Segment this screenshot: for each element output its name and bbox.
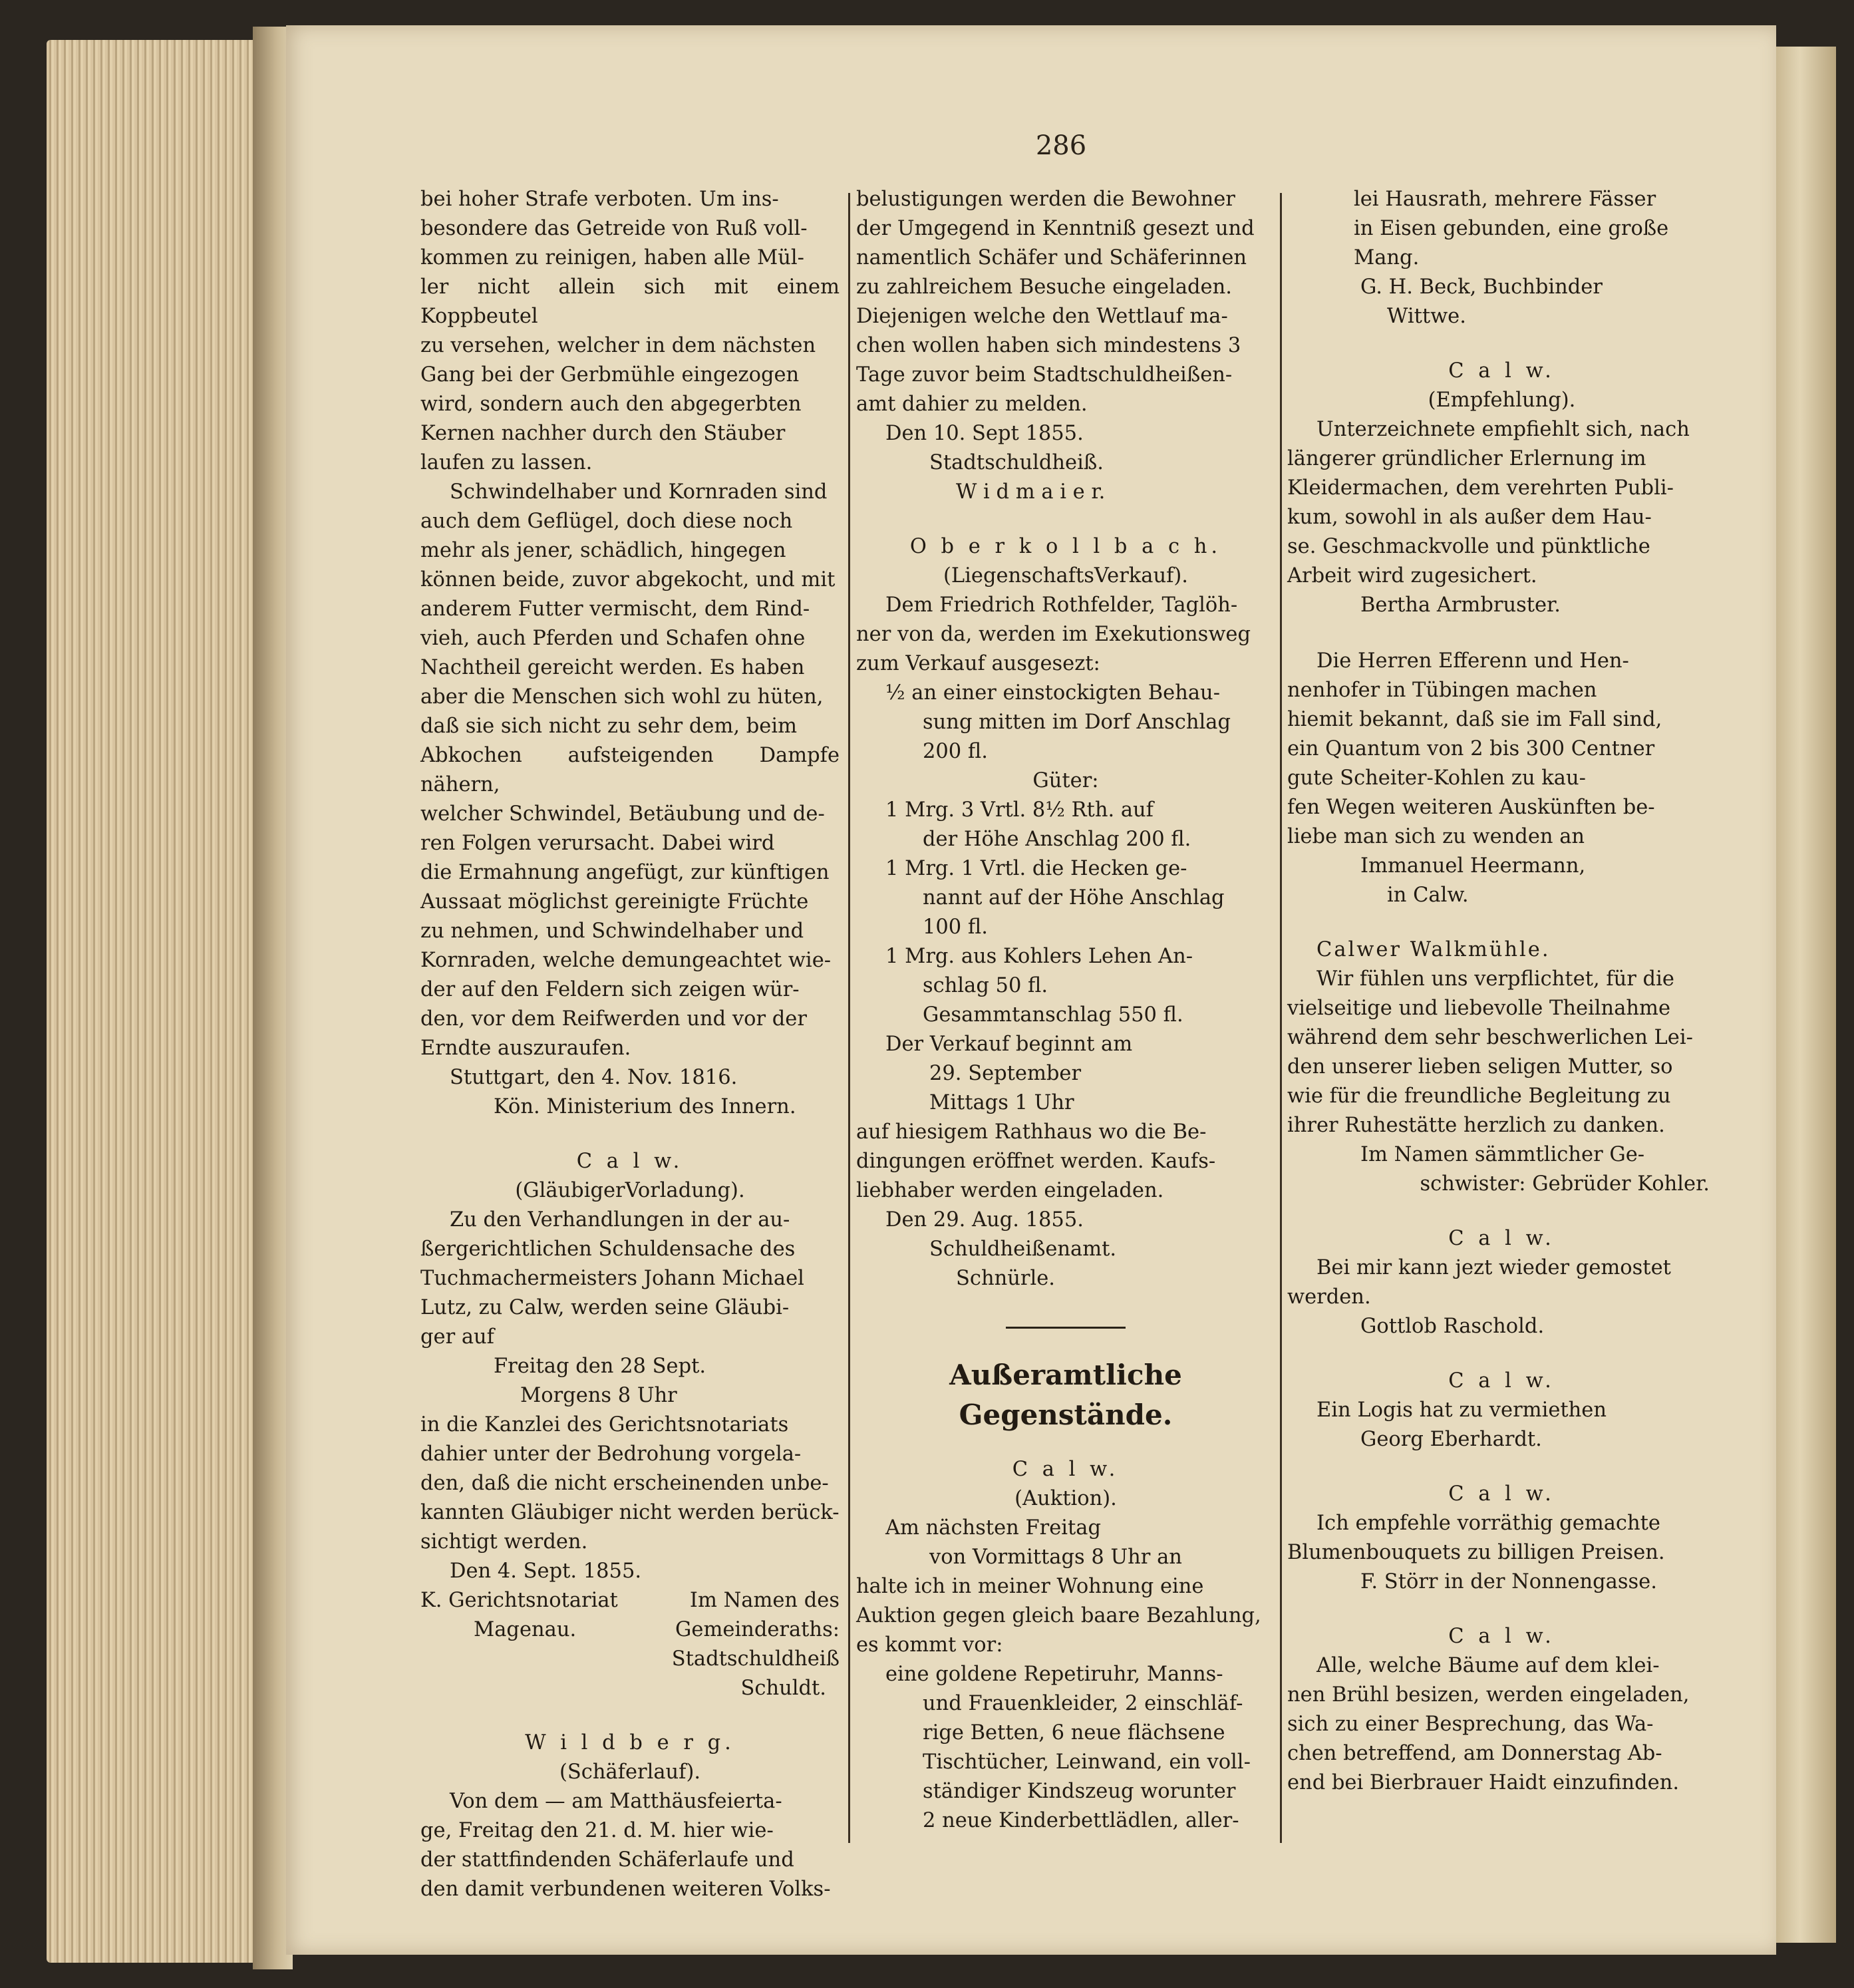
notice-subheading: (Empfehlung). <box>1428 389 1576 412</box>
text-line: den unserer lieben seligen Mutter, so <box>1287 1055 1673 1078</box>
text-line: Bertha Armbruster. <box>1360 593 1561 617</box>
text-line: Mittags 1 Uhr <box>929 1091 1074 1114</box>
text-line: ren Folgen verursacht. Dabei wird <box>420 832 775 855</box>
text-line: zu nehmen, und Schwindelhaber und <box>420 919 804 943</box>
text-line: Morgens 8 Uhr <box>520 1384 677 1407</box>
text-line: der auf den Feldern sich zeigen wür- <box>420 978 800 1001</box>
column-2-text <box>856 185 1275 1293</box>
text-line: mehr als jener, schädlich, hingegen <box>420 539 786 562</box>
text-line: während dem sehr beschwerlichen Lei- <box>1287 1026 1693 1049</box>
text-line: hiemit bekannt, daß sie im Fall sind, <box>1287 708 1662 731</box>
text-line: Erndte auszuraufen. <box>420 1037 631 1060</box>
notice-heading: C a l w. <box>576 1150 684 1173</box>
text-line: zu zahlreichem Besuche eingeladen. <box>856 275 1232 299</box>
text-line: eine goldene Repetiruhr, Manns- <box>885 1663 1223 1686</box>
text-line: rige Betten, 6 neue flächsene <box>923 1721 1225 1744</box>
text-line: ständiger Kindszeug worunter <box>923 1780 1236 1803</box>
text-line: 100 fl. <box>923 915 988 939</box>
column-1-text-b <box>420 1729 840 1904</box>
text-line: längerer gründlicher Erlernung im <box>1287 447 1646 470</box>
text-line: ler nicht allein sich mit einem Koppbeutel <box>420 275 840 328</box>
text-line: Gottlob Raschold. <box>1360 1315 1545 1338</box>
text-line: W i d m a i e r. <box>956 480 1106 504</box>
text-line: lei Hausrath, mehrere Fässer <box>1354 188 1656 211</box>
text-line: fen Wegen weiteren Auskünften be- <box>1287 796 1655 819</box>
text-line: Tuchmachermeisters Johann Michael <box>420 1267 804 1290</box>
column-3 <box>1287 185 1716 1862</box>
signature-left-2: Magenau. <box>474 1618 577 1641</box>
text-line: aber die Menschen sich wohl zu hüten, <box>420 685 824 709</box>
notice-subheading: (Schäferlauf). <box>559 1760 701 1784</box>
text-line: nannt auf der Höhe Anschlag <box>923 886 1225 910</box>
text-line: den, daß die nicht erscheinenden unbe- <box>420 1472 829 1495</box>
column-2-text-b <box>856 1455 1275 1836</box>
text-line: chen betreffend, am Donnerstag Ab- <box>1287 1742 1662 1765</box>
text-line: Gang bei der Gerbmühle eingezogen <box>420 363 800 387</box>
text-line: chen wollen haben sich mindestens 3 <box>856 334 1241 357</box>
text-line: Ich empfehle vorräthig gemachte <box>1316 1512 1660 1535</box>
text-line: Den 4. Sept. 1855. <box>450 1560 642 1583</box>
column-2 <box>856 185 1275 1862</box>
signature-right-2: Gemeinderaths: <box>675 1618 840 1641</box>
text-line: Dem Friedrich Rothfelder, Taglöh- <box>885 593 1238 617</box>
signature-left-1: K. Gerichtsnotariat <box>420 1589 618 1612</box>
column-rule-1 <box>848 193 850 1843</box>
text-line: vielseitige und liebevolle Theilnahme <box>1287 997 1671 1020</box>
text-line: se. Geschmackvolle und pünktliche <box>1287 535 1650 558</box>
page-edges <box>47 40 259 1963</box>
text-line: es kommt vor: <box>856 1633 1003 1657</box>
text-line: nen Brühl besizen, werden eingeladen, <box>1287 1683 1690 1707</box>
text-line: Gesammtanschlag 550 fl. <box>923 1003 1183 1027</box>
notice-subheading: (GläubigerVorladung). <box>515 1179 745 1202</box>
text-line: sich zu einer Besprechung, das Wa- <box>1287 1713 1654 1736</box>
text-line: die Ermahnung angefügt, zur künftigen <box>420 861 830 884</box>
text-line: Wir fühlen uns verpflichtet, für die <box>1316 967 1674 991</box>
notice-heading: C a l w. <box>1448 1227 1555 1250</box>
text-line: liebhaber werden eingeladen. <box>856 1179 1164 1202</box>
text-line: Schuldheißenamt. <box>929 1238 1117 1261</box>
text-line: dingungen eröffnet werden. Kaufs- <box>856 1150 1216 1173</box>
text-line: Der Verkauf beginnt am <box>885 1033 1133 1056</box>
text-line: Diejenigen welche den Wettlauf ma- <box>856 305 1228 328</box>
text-line: Tage zuvor beim Stadtschuldheißen- <box>856 363 1233 387</box>
text-line: von Vormittags 8 Uhr an <box>929 1546 1182 1569</box>
text-line: welcher Schwindel, Betäubung und de- <box>420 802 825 826</box>
text-line: den damit verbundenen weiteren Volks- <box>420 1878 831 1901</box>
text-line: der Höhe Anschlag 200 fl. <box>923 828 1191 851</box>
text-line: wird, sondern auch den abgegerbten <box>420 393 802 416</box>
text-line: ge, Freitag den 21. d. M. hier wie- <box>420 1819 774 1842</box>
text-line: Schnürle. <box>956 1267 1055 1290</box>
text-line: der Umgegend in Kenntniß gesezt und <box>856 217 1255 240</box>
text-line: G. H. Beck, Buchbinder <box>1360 275 1603 299</box>
notice-subheading: (Auktion). <box>1014 1487 1117 1510</box>
text-line: Aussaat möglichst gereinigte Früchte <box>420 890 809 913</box>
signature-right-1: Im Namen des <box>689 1589 840 1612</box>
column-1 <box>420 185 840 1901</box>
text-line: halte ich in meiner Wohnung eine <box>856 1575 1204 1598</box>
text-line: bei hoher Strafe verboten. Um ins- <box>420 188 779 211</box>
text-line: vieh, auch Pferden und Schafen ohne <box>420 627 806 650</box>
text-line: kum, sowohl in als außer dem Hau- <box>1287 506 1652 529</box>
notice-heading: C a l w. <box>1448 1369 1555 1393</box>
text-line: Kleidermachen, dem verehrten Publi- <box>1287 476 1674 500</box>
text-line: Kön. Ministerium des Innern. <box>494 1095 796 1118</box>
text-line: werden. <box>1287 1285 1371 1309</box>
signature-right-3: Stadtschuldheiß <box>671 1647 840 1671</box>
text-line: auch dem Geflügel, doch diese noch <box>420 510 793 533</box>
text-line: dahier unter der Bedrohung vorgela- <box>420 1442 802 1466</box>
text-line: Im Namen sämmtlicher Ge- <box>1360 1143 1645 1166</box>
text-line: nenhofer in Tübingen machen <box>1287 679 1597 702</box>
notice-heading: C a l w. <box>1448 359 1555 383</box>
text-line: kannten Gläubiger nicht werden berück- <box>420 1501 840 1524</box>
page-number: 286 <box>1035 130 1087 161</box>
text-line: Arbeit wird zugesichert. <box>1287 564 1537 587</box>
text-line: daß sie sich nicht zu sehr dem, beim <box>420 715 797 738</box>
text-line: Freitag den 28 Sept. <box>494 1355 706 1378</box>
text-line: wie für die freundliche Begleitung zu <box>1287 1084 1671 1108</box>
text-line: Alle, welche Bäume auf dem klei- <box>1316 1654 1660 1677</box>
text-line: Den 29. Aug. 1855. <box>885 1208 1084 1232</box>
text-line: ner von da, werden im Exekutionsweg <box>856 623 1251 646</box>
text-line: 29. September <box>929 1062 1082 1085</box>
text-line: Stadtschuldheiß. <box>929 451 1104 474</box>
text-line: Nachtheil gereicht werden. Es haben <box>420 656 805 679</box>
text-line: Unterzeichnete empfiehlt sich, nach <box>1316 418 1690 441</box>
text-line: Schwindelhaber und Kornraden sind <box>450 480 828 504</box>
notice-heading: C a l w. <box>1448 1482 1555 1506</box>
text-line: Lutz, zu Calw, werden seine Gläubi- <box>420 1296 790 1319</box>
text-line: anderem Futter vermischt, dem Rind- <box>420 597 810 621</box>
text-line: belustigungen werden die Bewohner <box>856 188 1235 211</box>
text-line: sichtigt werden. <box>420 1530 588 1554</box>
column-rule-2 <box>1280 193 1282 1843</box>
text-line: 1 Mrg. aus Kohlers Lehen An- <box>885 945 1193 968</box>
text-line: 1 Mrg. 3 Vrtl. 8½ Rth. auf <box>885 798 1154 822</box>
text-line: laufen zu lassen. <box>420 451 593 474</box>
text-line: Ein Logis hat zu vermiethen <box>1316 1399 1607 1422</box>
text-line: Immanuel Heermann, <box>1360 854 1586 878</box>
notice-heading: Calwer Walkmühle. <box>1316 938 1551 961</box>
text-line: Zu den Verhandlungen in der au- <box>450 1208 790 1232</box>
text-line: Wittwe. <box>1387 305 1466 328</box>
text-line: zu versehen, welcher in dem nächsten <box>420 334 816 357</box>
section-divider <box>1006 1327 1126 1329</box>
text-line: Bei mir kann jezt wieder gemostet <box>1316 1256 1671 1279</box>
text-line: schlag 50 fl. <box>923 974 1048 997</box>
text-line: end bei Bierbrauer Haidt einzufinden. <box>1287 1771 1680 1794</box>
notice-heading: O b e r k o l l b a c h. <box>909 535 1222 558</box>
signature-right-4: Schuldt. <box>740 1677 826 1700</box>
text-line: 2 neue Kinderbettlädlen, aller- <box>923 1809 1239 1832</box>
text-line: den, vor dem Reifwerden und vor der <box>420 1007 807 1031</box>
text-line: ger auf <box>420 1325 494 1349</box>
text-line: 1 Mrg. 1 Vrtl. die Hecken ge- <box>885 857 1187 880</box>
notice-subheading: (LiegenschaftsVerkauf). <box>943 564 1188 587</box>
text-line: können beide, zuvor abgekocht, und mit <box>420 568 836 591</box>
text-line: ein Quantum von 2 bis 300 Centner <box>1287 737 1655 760</box>
text-line: auf hiesigem Rathhaus wo die Be- <box>856 1120 1207 1144</box>
text-line: Güter: <box>1032 769 1099 792</box>
text-line: in Calw. <box>1387 884 1469 907</box>
text-line: Die Herren Efferenn und Hen- <box>1316 649 1629 673</box>
text-line: amt dahier zu melden. <box>856 393 1088 416</box>
text-line: Kernen nachher durch den Stäuber <box>420 422 786 445</box>
text-line: ½ an einer einstockigten Behau- <box>885 681 1220 705</box>
text-line: kommen zu reinigen, haben alle Mül- <box>420 246 804 269</box>
text-line: sung mitten im Dorf Anschlag <box>923 711 1231 734</box>
column-3-text <box>1287 185 1716 1798</box>
next-page-edge <box>1776 47 1836 1943</box>
text-line: Den 10. Sept 1855. <box>885 422 1084 445</box>
notary-signature-block <box>420 1586 840 1703</box>
text-line: Von dem — am Matthäusfeierta- <box>450 1790 782 1813</box>
text-line: 200 fl. <box>923 740 988 763</box>
text-line: gute Scheiter-Kohlen zu kau- <box>1287 766 1586 790</box>
text-line: liebe man sich zu wenden an <box>1287 825 1585 848</box>
text-line: Am nächsten Freitag <box>885 1516 1102 1540</box>
text-line: Auktion gegen gleich baare Bezahlung, <box>856 1604 1261 1627</box>
text-line: der stattfindenden Schäferlaufe und <box>420 1848 794 1872</box>
text-line: Kornraden, welche demungeachtet wie- <box>420 949 832 972</box>
text-line: Tischtücher, Leinwand, ein voll- <box>923 1750 1251 1774</box>
text-line: Abkochen aufsteigenden Dampfe nähern, <box>420 744 840 796</box>
column-1-text <box>420 185 840 1586</box>
notice-heading: W i l d b e r g. <box>525 1731 735 1754</box>
text-line: schwister: Gebrüder Kohler. <box>1420 1172 1710 1196</box>
text-line: in Eisen gebunden, eine große <box>1354 217 1669 240</box>
text-line: besondere das Getreide von Ruß voll- <box>420 217 808 240</box>
text-line: Mang. <box>1354 246 1420 269</box>
text-line: in die Kanzlei des Gerichtsnotariats <box>420 1413 789 1436</box>
text-line: Stuttgart, den 4. Nov. 1816. <box>450 1066 738 1089</box>
text-line: zum Verkauf ausgesezt: <box>856 652 1100 675</box>
text-line: und Frauenkleider, 2 einschläf- <box>923 1692 1243 1715</box>
notice-heading: C a l w. <box>1448 1625 1555 1648</box>
text-line: F. Störr in der Nonnengasse. <box>1360 1570 1657 1593</box>
section-title: Außeramtliche Gegenstände. <box>949 1359 1182 1431</box>
text-line: Georg Eberhardt. <box>1360 1428 1542 1451</box>
text-line: ßergerichtlichen Schuldensache des <box>420 1238 796 1261</box>
text-line: Blumenbouquets zu billigen Preisen. <box>1287 1541 1665 1564</box>
text-line: namentlich Schäfer und Schäferinnen <box>856 246 1247 269</box>
text-line: ihrer Ruhestätte herzlich zu danken. <box>1287 1114 1665 1137</box>
notice-heading: C a l w. <box>1012 1458 1120 1481</box>
